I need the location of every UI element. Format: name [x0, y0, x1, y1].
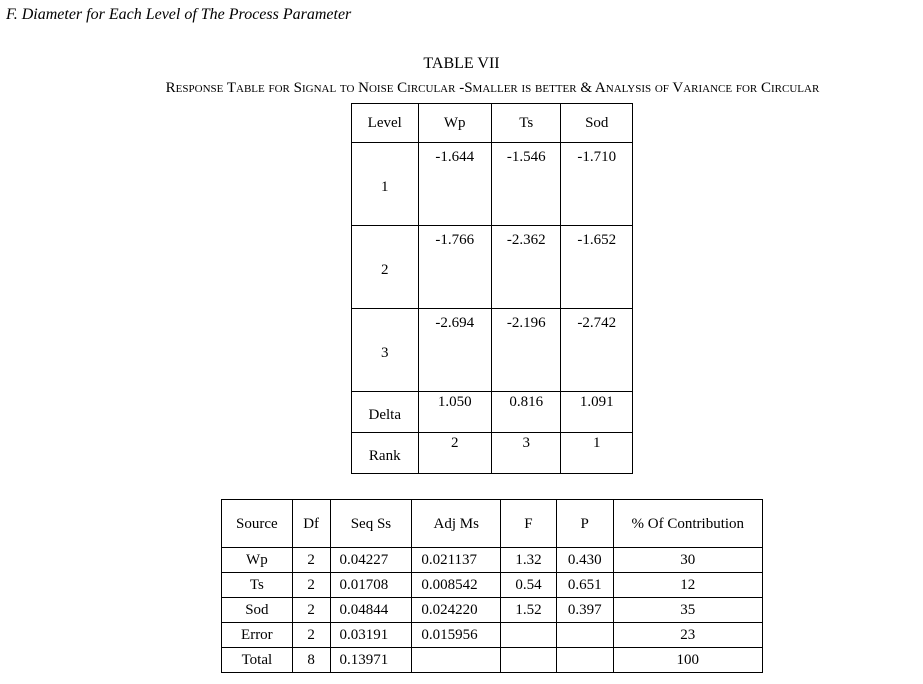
row-label: 1 — [352, 143, 419, 226]
cell-f — [501, 648, 557, 673]
cell-adj-ms: 0.015956 — [412, 623, 501, 648]
cell-adj-ms: 0.024220 — [412, 598, 501, 623]
header-ts: Ts — [491, 104, 561, 143]
cell-f: 1.52 — [501, 598, 557, 623]
cell-seq-ss: 0.01708 — [330, 573, 412, 598]
cell-wp: -1.766 — [418, 226, 491, 309]
cell-f — [501, 623, 557, 648]
cell-source: Error — [222, 623, 293, 648]
cell-df: 2 — [292, 548, 330, 573]
response-table — [351, 103, 633, 474]
cell-sod: -1.710 — [561, 143, 633, 226]
header-source: Source — [222, 500, 293, 548]
cell-sod: -1.652 — [561, 226, 633, 309]
cell-p: 0.430 — [556, 548, 613, 573]
cell-contribution: 100 — [613, 648, 762, 673]
cell-df: 8 — [292, 648, 330, 673]
header-adj-ms: Adj Ms — [412, 500, 501, 548]
cell-seq-ss: 0.03191 — [330, 623, 412, 648]
row-label: 3 — [352, 309, 419, 392]
cell-wp: -1.644 — [418, 143, 491, 226]
header-wp: Wp — [418, 104, 491, 143]
table-row — [352, 433, 633, 474]
table-row — [222, 598, 763, 623]
cell-source: Total — [222, 648, 293, 673]
response-header-row — [352, 104, 633, 143]
cell-df: 2 — [292, 598, 330, 623]
anova-header-row — [222, 500, 763, 548]
table-row — [222, 623, 763, 648]
cell-contribution: 35 — [613, 598, 762, 623]
cell-source: Ts — [222, 573, 293, 598]
cell-ts: -2.362 — [491, 226, 561, 309]
cell-p — [556, 623, 613, 648]
cell-sod: 1 — [561, 433, 633, 474]
table-row — [352, 226, 633, 309]
cell-seq-ss: 0.13971 — [330, 648, 412, 673]
cell-df: 2 — [292, 623, 330, 648]
header-contribution: % Of Contribution — [613, 500, 762, 548]
cell-seq-ss: 0.04227 — [330, 548, 412, 573]
header-level: Level — [352, 104, 419, 143]
row-label: 2 — [352, 226, 419, 309]
cell-contribution: 12 — [613, 573, 762, 598]
cell-source: Sod — [222, 598, 293, 623]
cell-seq-ss: 0.04844 — [330, 598, 412, 623]
table-label: TABLE VII — [423, 55, 500, 72]
cell-ts: 3 — [491, 433, 561, 474]
cell-wp: 1.050 — [418, 392, 491, 433]
table-row — [222, 573, 763, 598]
cell-contribution: 30 — [613, 548, 762, 573]
cell-wp: 2 — [418, 433, 491, 474]
cell-ts: -2.196 — [491, 309, 561, 392]
table-row — [222, 648, 763, 673]
cell-p: 0.651 — [556, 573, 613, 598]
section-heading: F. Diameter for Each Level of The Process Parameter — [6, 6, 352, 23]
cell-ts: -1.546 — [491, 143, 561, 226]
row-label: Rank — [352, 433, 419, 474]
cell-sod: 1.091 — [561, 392, 633, 433]
row-label: Delta — [352, 392, 419, 433]
cell-f: 0.54 — [501, 573, 557, 598]
table-row — [222, 548, 763, 573]
cell-source: Wp — [222, 548, 293, 573]
header-f: F — [501, 500, 557, 548]
cell-adj-ms — [412, 648, 501, 673]
table-row — [352, 392, 633, 433]
cell-wp: -2.694 — [418, 309, 491, 392]
cell-p — [556, 648, 613, 673]
table-caption: Response Table for Signal to Noise Circular -Smaller is better & Analysis of Variance for Circular — [165, 80, 820, 96]
table-row — [352, 143, 633, 226]
cell-sod: -2.742 — [561, 309, 633, 392]
cell-f: 1.32 — [501, 548, 557, 573]
header-p: P — [556, 500, 613, 548]
header-df: Df — [292, 500, 330, 548]
cell-adj-ms: 0.008542 — [412, 573, 501, 598]
cell-contribution: 23 — [613, 623, 762, 648]
cell-df: 2 — [292, 573, 330, 598]
anova-table — [221, 499, 763, 673]
cell-ts: 0.816 — [491, 392, 561, 433]
cell-adj-ms: 0.021137 — [412, 548, 501, 573]
header-sod: Sod — [561, 104, 633, 143]
header-seq-ss: Seq Ss — [330, 500, 412, 548]
table-row — [352, 309, 633, 392]
cell-p: 0.397 — [556, 598, 613, 623]
